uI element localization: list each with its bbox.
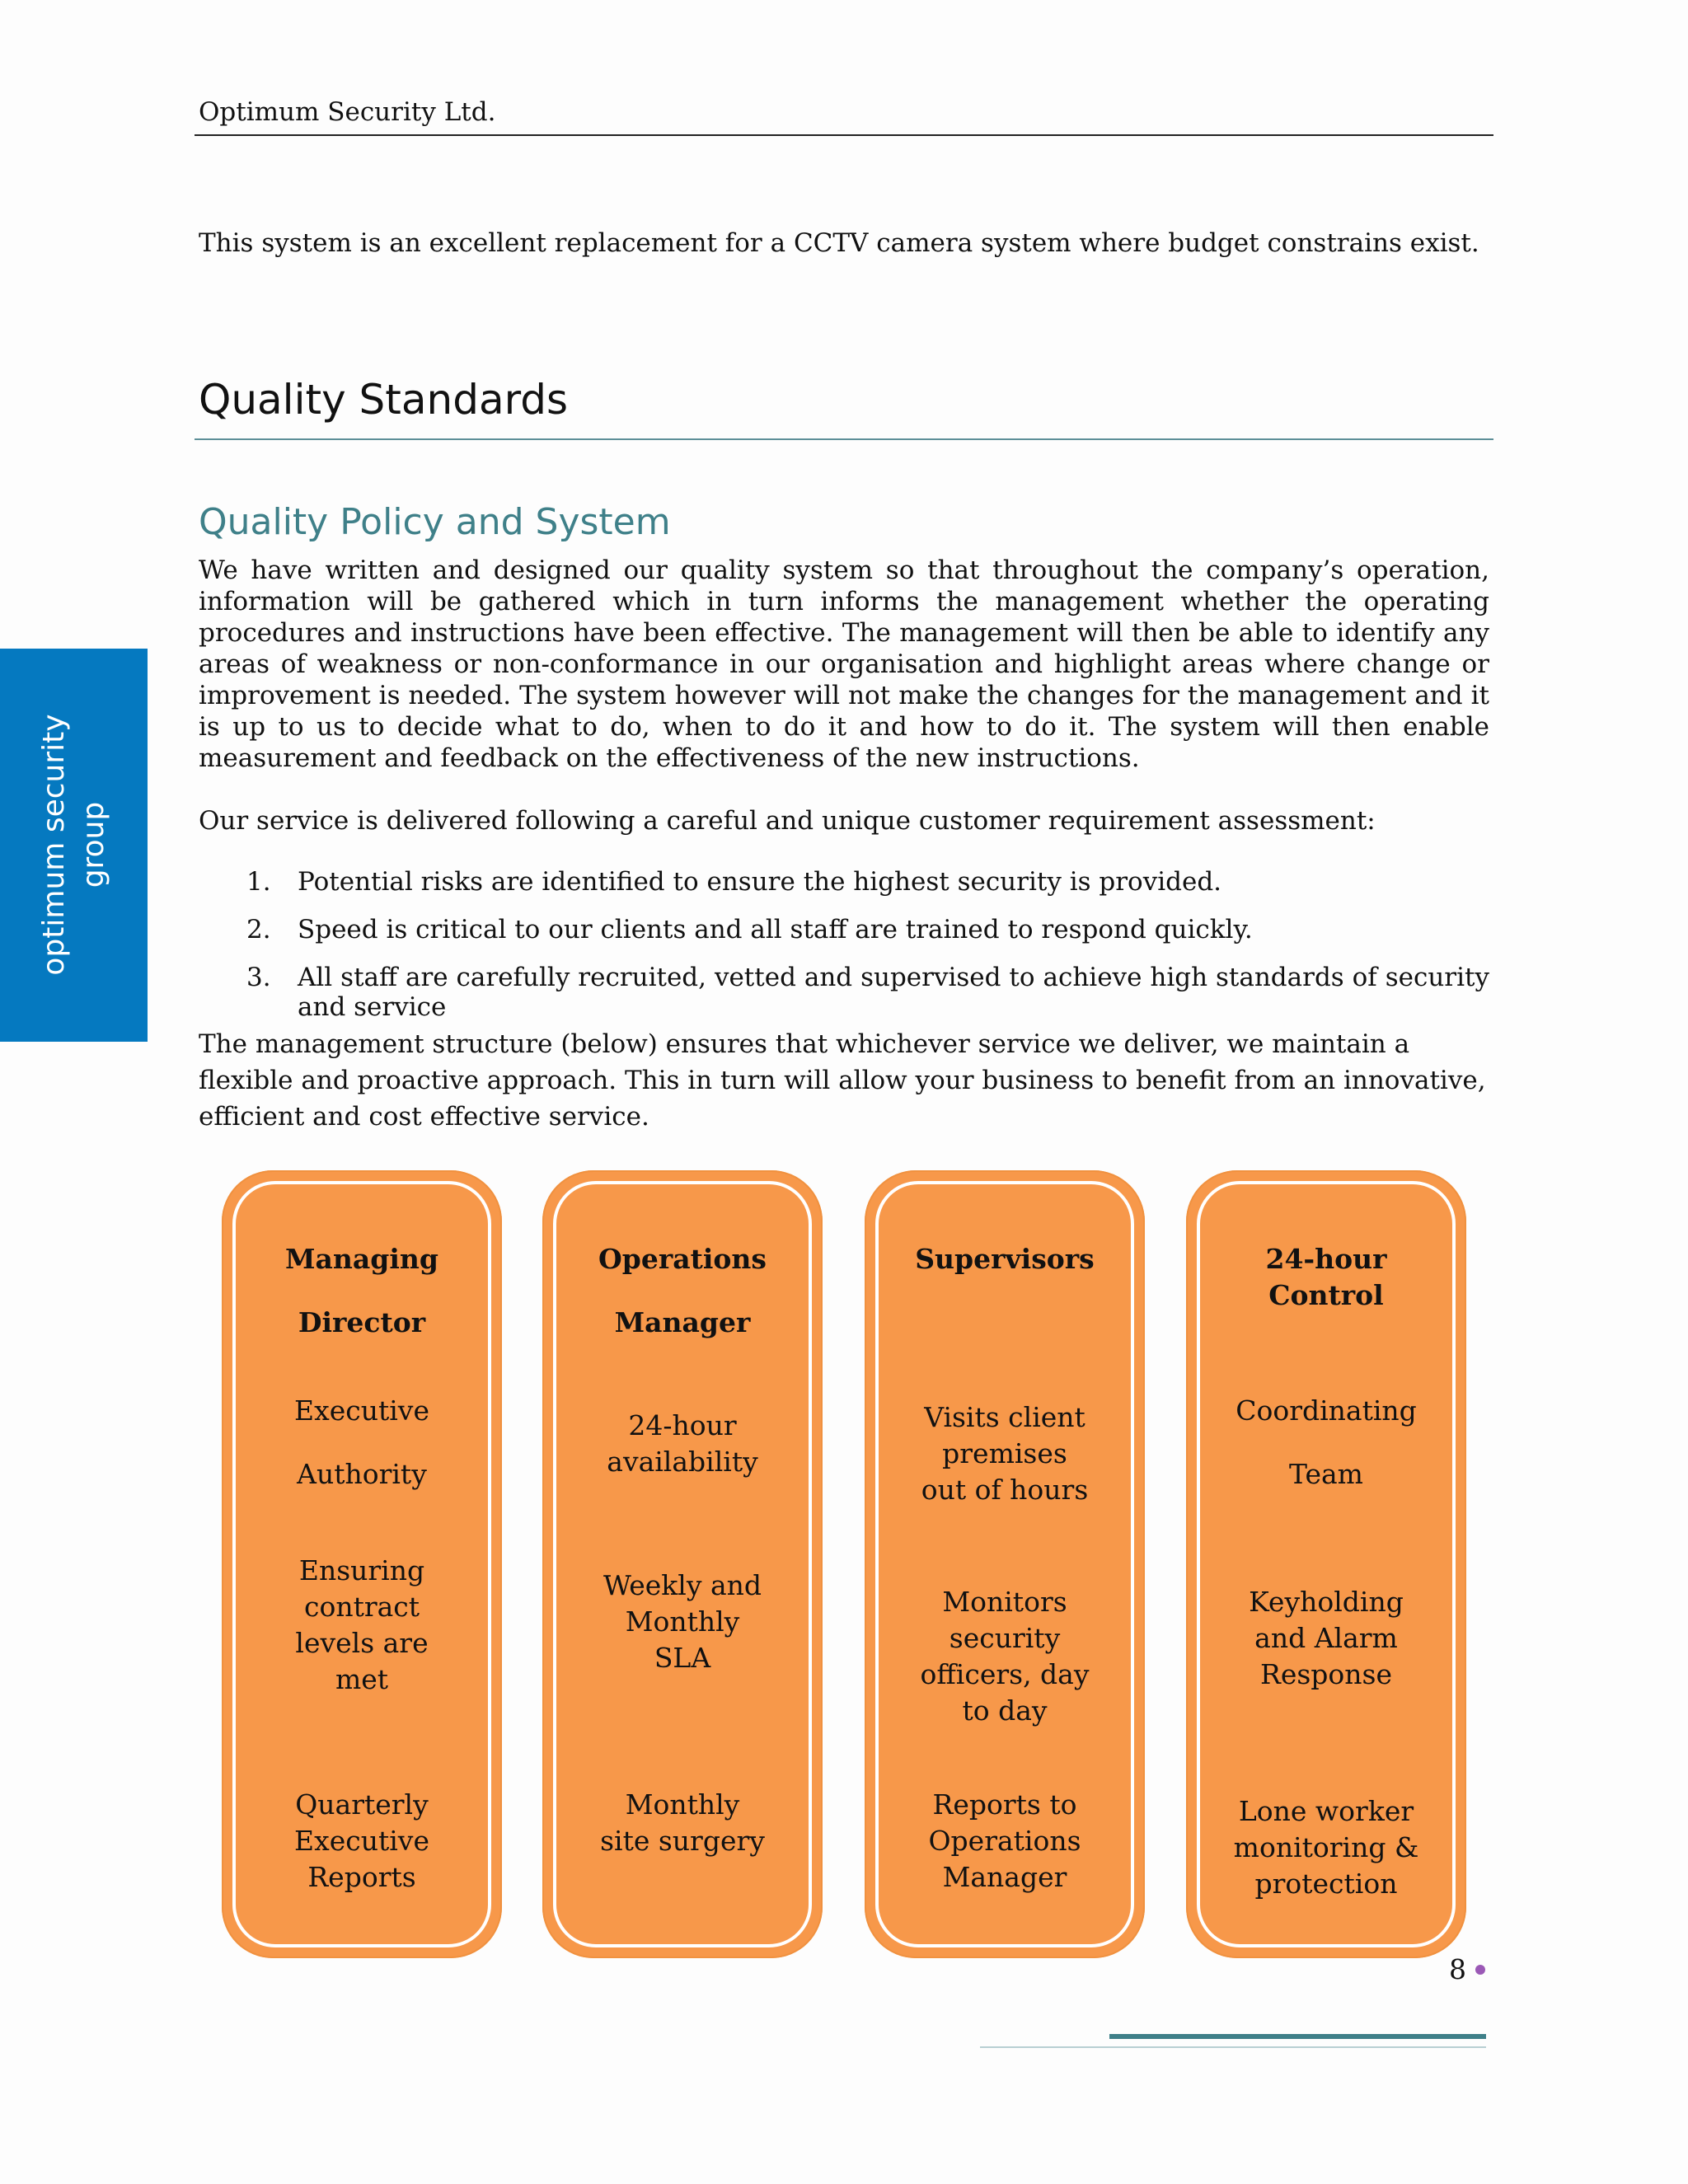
list-text: All staff are carefully recruited, vetted and supervised to achieve high standards of security and service xyxy=(298,963,1489,1022)
side-brand-text xyxy=(35,714,114,975)
header-company-name: Optimum Security Ltd. xyxy=(199,97,496,127)
footer-thin-line xyxy=(980,2046,1486,2048)
card-text: Team xyxy=(1289,1458,1363,1490)
card-title: 24-hour Control xyxy=(1265,1243,1387,1311)
card-title: Director xyxy=(298,1306,426,1338)
header-divider xyxy=(195,134,1493,136)
section-title: Quality Standards xyxy=(199,376,569,424)
card-text: Keyholding and Alarm Response xyxy=(1249,1586,1404,1690)
structure-card-operations-manager xyxy=(542,1170,823,1958)
page-dot-icon xyxy=(1475,1965,1485,1975)
card-title: Manager xyxy=(614,1306,751,1338)
card-text: Executive xyxy=(294,1394,429,1427)
card-text: Authority xyxy=(297,1458,427,1490)
list-item xyxy=(199,867,1489,897)
list-text: Potential risks are identified to ensure the highest security is provided. xyxy=(298,867,1222,897)
page-number: 8 xyxy=(1449,1953,1466,1985)
card-title: Supervisors xyxy=(915,1243,1095,1275)
list-item xyxy=(199,963,1489,1022)
subsection-title: Quality Policy and System xyxy=(199,501,671,543)
structure-card-managing-director xyxy=(222,1170,502,1958)
card-title: Managing xyxy=(285,1243,438,1275)
footer-accent-line xyxy=(1109,2034,1486,2039)
list-number: 3. xyxy=(246,963,271,992)
assessment-list xyxy=(199,867,1489,1022)
list-text: Speed is critical to our clients and all staff are trained to respond quickly. xyxy=(298,915,1253,944)
paragraph-management-structure: The management structure (below) ensures that whichever service we deliver, we maintain a flexible and proactive approach. This in turn will allow your business to benefit from an innovative, efficient and cost effective service. xyxy=(199,1029,1486,1132)
card-text: Lone worker monitoring & protection xyxy=(1233,1795,1419,1900)
paragraph-quality-system: We have written and designed our quality system so that throughout the company’s operation, information will be gathered which in turn informs the management whether the operating procedures and instructions have been effective. The management will then be able to identify any areas of weakness or non-conformance in our organisation and highlight areas where change or improvement is needed. The system however will not make the changes for the management and it is up to us to decide what to do, when to do it and how to do it. The system will then enable measurement and feedback on the effectiveness of the new instructions. xyxy=(199,555,1489,773)
intro-sentence: This system is an excellent replacement for a CCTV camera system where budget constrains exist. xyxy=(199,228,1479,258)
card-text: Visits client premises out of hours xyxy=(921,1401,1089,1506)
paragraph-service-assessment: Our service is delivered following a careful and unique customer requirement assessment: xyxy=(199,806,1376,836)
card-text: Monitors security officers, day to day xyxy=(920,1586,1090,1727)
card-text: Quarterly Executive Reports xyxy=(294,1788,429,1893)
card-title: Operations xyxy=(598,1243,767,1275)
structure-card-supervisors xyxy=(865,1170,1145,1958)
list-number: 2. xyxy=(246,915,271,944)
list-item xyxy=(199,915,1489,944)
side-brand-line: optimum security xyxy=(37,714,71,976)
card-text: 24-hour availability xyxy=(607,1409,758,1478)
card-text: Ensuring contract levels are met xyxy=(295,1554,429,1695)
list-number: 1. xyxy=(246,867,271,897)
structure-card-24-hour-control xyxy=(1186,1170,1466,1958)
side-brand-line: group xyxy=(77,801,110,888)
card-text: Weekly and Monthly SLA xyxy=(603,1569,762,1674)
card-text: Monthly site surgery xyxy=(600,1788,765,1857)
card-text: Coordinating xyxy=(1236,1394,1417,1427)
card-text: Reports to Operations Manager xyxy=(928,1788,1081,1893)
section-divider xyxy=(195,438,1493,440)
